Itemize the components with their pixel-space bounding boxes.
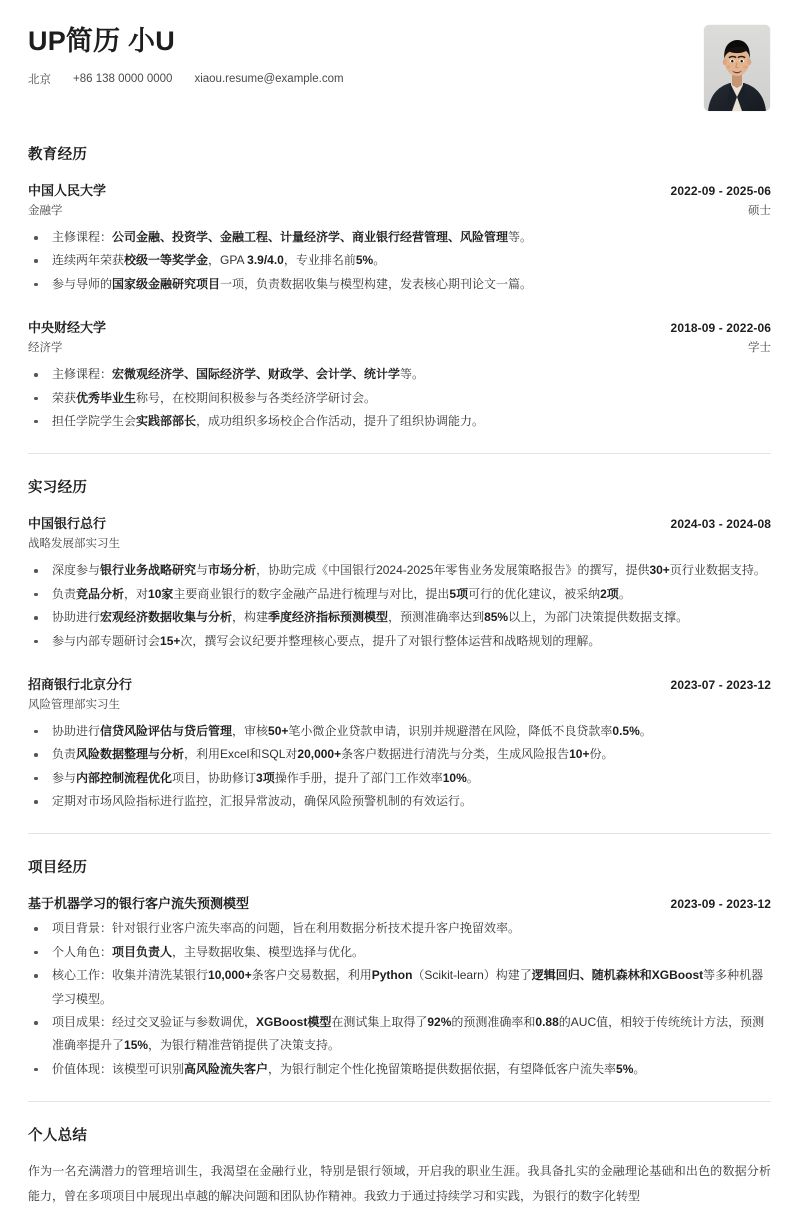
list-item: 深度参与银行业务战略研究与市场分析，协助完成《中国银行2024-2025年零售业务发展策略报告》的撰写，提供30+页行业数据支持。	[28, 559, 771, 582]
section-title-summary: 个人总结	[28, 1128, 88, 1145]
list-item: 定期对市场风险指标进行监控，汇报异常波动，确保风险预警机制的有效运行。	[28, 790, 771, 813]
list-item: 参与内部控制流程优化项目，协助修订3项操作手册，提升了部门工作效率10%。	[28, 767, 771, 790]
entry-bullets	[28, 559, 771, 653]
profile-photo-icon	[704, 25, 770, 111]
section-title-education: 教育经历	[28, 147, 88, 163]
summary-paragraph: 作为一名充满潜力的管理培训生，我渴望在金融行业，特别是银行领域，开启我的职业生涯。我具备扎实的金融理论基础和出色的数据分析能力，曾在多项项目中展现出卓越的解决问题和团队协作精神。我致力于通过持续学习和实践，为银行的数字化转型	[28, 1164, 771, 1204]
contact-phone: +86 138 0000 0000	[73, 73, 173, 86]
header-identity	[28, 24, 344, 87]
resume-header	[28, 0, 771, 114]
entry-header	[28, 674, 771, 693]
section-spacer	[28, 454, 771, 474]
entry-role: 战略发展部实习生	[28, 538, 120, 551]
entry-date: 2024-03 - 2024-08	[670, 517, 771, 532]
entry-role: 风险管理部实习生	[28, 698, 120, 711]
list-item: 项目成果：经过交叉验证与参数调优，XGBoost模型在测试集上取得了92%的预测准确率和0.88的AUC值，相较于传统统计方法，预测准确率提升了15%，为银行精准营销提供了决策支持。	[28, 1011, 771, 1058]
section-projects	[28, 854, 771, 1081]
education-entry-1	[28, 180, 771, 296]
section-spacer	[28, 1102, 771, 1122]
project-name: 基于机器学习的银行客户流失预测模型	[28, 896, 250, 912]
section-title-projects: 项目经历	[28, 860, 88, 877]
list-item: 个人角色：项目负责人，主导数据收集、模型选择与优化。	[28, 941, 771, 964]
organization-name: 中国银行总行	[28, 516, 107, 532]
section-education	[28, 141, 771, 433]
contact-line	[28, 71, 344, 87]
entry-bullets	[28, 226, 771, 296]
list-item: 协助进行宏观经济数据收集与分析，构建季度经济指标预测模型，预测准确率达到85%以上，为部门决策提供数据支撑。	[28, 606, 771, 629]
entry-bullets	[28, 917, 771, 1081]
list-item: 参与导师的国家级金融研究项目一项，负责数据收集与模型构建，发表核心期刊论文一篇。	[28, 273, 771, 296]
entry-date: 2022-09 - 2025-06	[670, 184, 771, 198]
list-item: 主修课程：宏微观经济学、国际经济学、财政学、会计学、统计学等。	[28, 363, 771, 386]
list-item: 核心工作：收集并清洗某银行10,000+条客户交易数据，利用Python（Scikit-learn）构建了逻辑回归、随机森林和XGBoost等多种机器学习模型。	[28, 964, 771, 1011]
contact-email: xiaou.resume@example.com	[194, 73, 344, 86]
entry-header	[28, 893, 771, 912]
header-spacer	[28, 114, 771, 141]
entry-major: 经济学	[28, 342, 63, 355]
entry-subheader	[28, 202, 771, 218]
education-entry-2	[28, 317, 771, 433]
contact-location: 北京	[28, 74, 51, 87]
section-spacer	[28, 433, 771, 453]
entry-header	[28, 180, 771, 199]
section-spacer	[28, 813, 771, 833]
project-entry-1	[28, 893, 771, 1081]
list-item: 负责风险数据整理与分析，利用Excel和SQL对20,000+条客户数据进行清洗与分类，生成风险报告10+份。	[28, 743, 771, 766]
section-title-internship: 实习经历	[28, 480, 88, 497]
list-item: 价值体现：该模型可识别高风险流失客户，为银行制定个性化挽留策略提供数据依据，有望降低客户流失率5%。	[28, 1058, 771, 1081]
entry-subheader	[28, 535, 771, 551]
organization-name: 中国人民大学	[28, 183, 107, 198]
list-item: 连续两年荣获校级一等奖学金，GPA 3.9/4.0，专业排名前5%。	[28, 249, 771, 272]
section-spacer	[28, 1081, 771, 1101]
list-item: 主修课程：公司金融、投资学、金融工程、计量经济学、商业银行经营管理、风险管理等。	[28, 226, 771, 249]
internship-entry-2	[28, 674, 771, 814]
entry-bullets	[28, 363, 771, 433]
entry-date: 2023-07 - 2023-12	[670, 677, 771, 692]
organization-name: 招商银行北京分行	[28, 676, 133, 692]
entry-degree: 硕士	[748, 205, 771, 217]
entry-date: 2023-09 - 2023-12	[670, 897, 771, 912]
entry-degree: 学士	[748, 342, 771, 355]
section-summary	[28, 1122, 771, 1209]
list-item: 项目背景：针对银行业客户流失率高的问题，旨在利用数据分析技术提升客户挽留效率。	[28, 917, 771, 940]
organization-name: 中央财经大学	[28, 320, 107, 336]
entry-header	[28, 513, 771, 532]
entry-subheader	[28, 696, 771, 712]
page-title: UP简历 小U	[28, 26, 175, 56]
section-spacer	[28, 834, 771, 854]
avatar	[704, 25, 770, 111]
list-item: 负责竞品分析，对10家主要商业银行的数字金融产品进行梳理与对比，提出5项可行的优化建议，被采纳2项。	[28, 583, 771, 606]
list-item: 参与内部专题研讨会15+次，撰写会议纪要并整理核心要点，提升了对银行整体运营和战略规划的理解。	[28, 630, 771, 653]
entry-subheader	[28, 339, 771, 355]
entry-major: 金融学	[28, 205, 63, 217]
internship-entry-1	[28, 513, 771, 653]
entry-bullets	[28, 720, 771, 814]
entry-date: 2018-09 - 2022-06	[670, 321, 771, 336]
section-internship	[28, 474, 771, 813]
list-item: 协助进行信贷风险评估与贷后管理，审核50+笔小微企业贷款申请，识别并规避潜在风险，降低不良贷款率0.5%。	[28, 720, 771, 743]
list-item: 担任学院学生会实践部部长，成功组织多场校企合作活动，提升了组织协调能力。	[28, 410, 771, 433]
list-item: 荣获优秀毕业生称号，在校期间积极参与各类经济学研讨会。	[28, 387, 771, 410]
entry-header	[28, 317, 771, 336]
